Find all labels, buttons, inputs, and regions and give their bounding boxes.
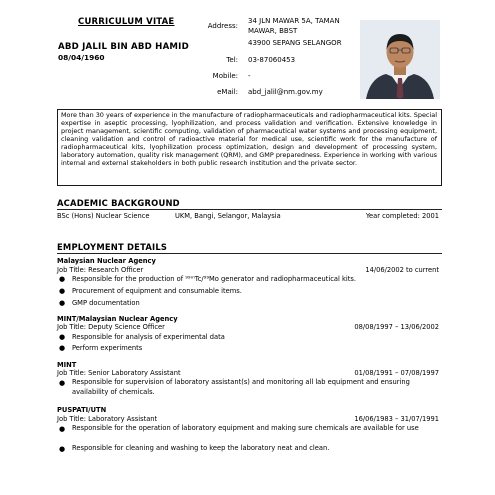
year-completed: Year completed: 2001 — [365, 212, 439, 220]
cv-title: CURRICULUM VITAE — [78, 17, 175, 27]
job-1-org: Malaysian Nuclear Agency — [57, 257, 156, 265]
employment-divider — [57, 253, 442, 254]
job-4-bullet-2: Responsible for cleaning and washing to keep the laboratory neat and clean. — [72, 444, 330, 452]
job-2-bullet-1: Responsible for analysis of experimental data — [72, 332, 225, 341]
job-1-bullet-2: Procurement of equipment and consumable items. — [72, 286, 242, 295]
address-line-2: MAWAR, BBST — [248, 26, 298, 35]
bullet-icon: ● — [59, 287, 66, 295]
academic-divider — [57, 209, 442, 210]
email-value[interactable]: abd_jalil@nm.gov.my — [248, 88, 323, 96]
person-name: ABD JALIL BIN ABD HAMID — [58, 42, 189, 52]
job-4-org: PUSPATI/UTN — [57, 406, 107, 414]
bullet-icon: ● — [59, 275, 66, 283]
email-label: eMail: — [217, 88, 238, 96]
academic-heading: ACADEMIC BACKGROUND — [57, 198, 180, 208]
job-1-title: Job Title: Research Officer — [57, 266, 144, 274]
job-1-dates: 14/06/2002 to current — [365, 266, 439, 274]
job-2-bullet-2: Perform experiments — [72, 343, 143, 352]
address-label: Address: — [207, 22, 238, 30]
mobile-value: - — [248, 72, 251, 80]
job-4-title: Job Title: Laboratory Assistant — [57, 415, 158, 423]
address-line-1: 34 JLN MAWAR 5A, TAMAN — [248, 17, 340, 25]
job-3-title: Job Title: Senior Laboratory Assistant — [57, 369, 181, 377]
job-1-bullet-3: GMP documentation — [72, 298, 140, 307]
job-2-title: Job Title: Deputy Science Officer — [57, 323, 165, 331]
address-line-3: 43900 SEPANG SELANGOR — [248, 39, 342, 47]
tel-label: Tel: — [226, 56, 238, 64]
bullet-icon: ● — [59, 425, 66, 433]
job-3-dates: 01/08/1991 – 07/08/1997 — [354, 369, 439, 377]
employment-heading: EMPLOYMENT DETAILS — [57, 242, 168, 252]
tel-value: 03-87060453 — [248, 56, 296, 64]
bullet-icon: ● — [59, 333, 66, 341]
job-3-org: MINT — [57, 361, 77, 369]
professional-summary: More than 30 years of experience in the manufacture of radiopharmaceuticals and radiopharmaceutical kits. Special expertise in aseptic processing, lyophilization, and process validation and verification. Extensive knowledge in project management, scientific computing, validation of pharmaceutical water systems and processing equipment, cleaning validation and control of radioactive material for medical use, scientific work for the manufacture of radiopharmaceutical kits, lyophilization process optimization, design and development of processing system, laboratory automation, quality risk management (QRM), and GMP preparedness. Experience in working with various internal and external stakeholders in both public research institution and the private sector. — [57, 109, 442, 186]
job-1-bullet-1: Responsible for the production of ⁹⁹ᵐTc/⁹⁹Mo generator and radiopharmaceutical kits. — [72, 274, 356, 283]
bullet-icon: ● — [59, 379, 66, 387]
job-3-bullet-1: Responsible for supervision of laboratory assistant(s) and monitoring all lab equipment and ensuring availability of chemicals. — [72, 378, 410, 396]
job-4-dates: 16/06/1983 – 31/07/1991 — [354, 415, 439, 423]
job-4-bullet-1: Responsible for the operation of laboratory equipment and making sure chemicals are available for use — [72, 424, 419, 432]
bullet-icon: ● — [59, 344, 66, 352]
bullet-icon: ● — [59, 445, 66, 453]
institution: UKM, Bangi, Selangor, Malaysia — [175, 212, 281, 220]
date-of-birth: 08/04/1960 — [58, 53, 105, 62]
job-2-dates: 08/08/1997 – 13/06/2002 — [354, 323, 439, 331]
job-2-org: MINT/Malaysian Nuclear Agency — [57, 315, 178, 323]
portrait-photo — [360, 20, 440, 99]
mobile-label: Mobile: — [212, 72, 238, 80]
bullet-icon: ● — [59, 299, 66, 307]
degree: BSc (Hons) Nuclear Science — [57, 212, 150, 220]
